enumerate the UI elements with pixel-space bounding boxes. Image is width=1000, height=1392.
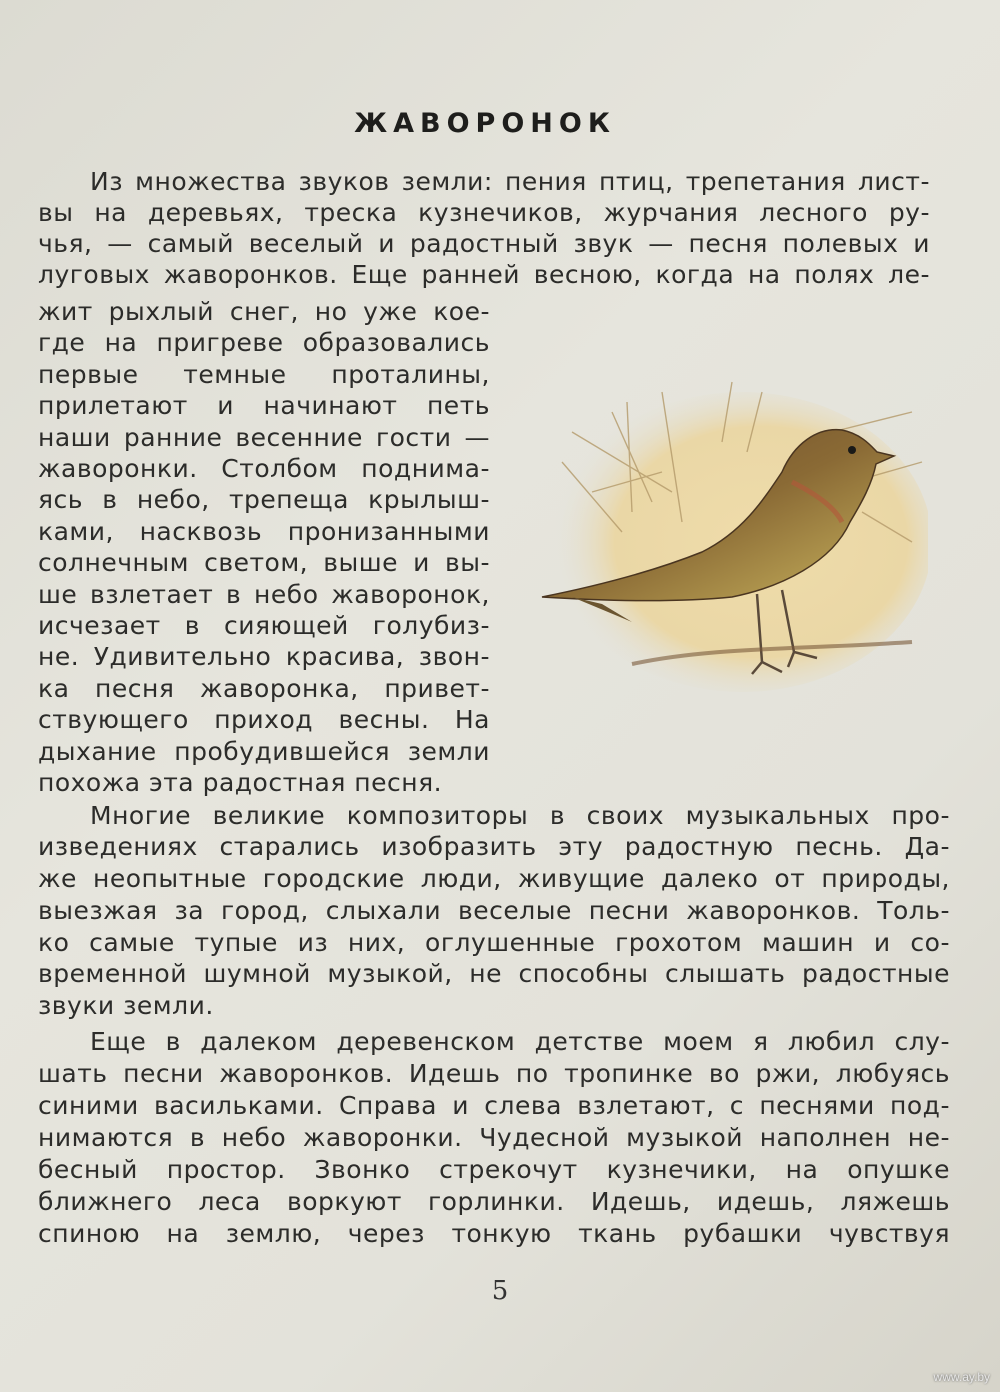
text-line: временной шумной музыкой, не способны слышать радостные [38,959,950,988]
text-line: прилетают и начинают петь [38,391,490,421]
text-line: Еще в далеком деревенском детстве моем я любил слу- [90,1027,950,1056]
text-line: шать песни жаворонков. Идешь по тропинке во ржи, любуясь [38,1059,950,1088]
text-line: Из множества звуков земли: пения птиц, трепетания лист- [90,167,930,196]
page-number: 5 [491,1276,509,1306]
lark-bird-icon [532,372,928,694]
text-line: наши ранние весенние гости — [38,422,490,452]
text-line: Многие великие композиторы в своих музыкальных про- [90,801,950,830]
text-line: ближнего леса воркуют горлинки. Идешь, идешь, ляжешь [38,1187,950,1216]
page-title: ЖАВОРОНОК [354,108,616,139]
text-line: синими васильками. Справа и слева взлетают, с песнями под- [38,1091,950,1120]
text-line: где на пригреве образовались [38,328,490,358]
text-line: же неопытные городские люди, живущие далеко от природы, [38,864,950,893]
text-line: вы на деревьях, треска кузнечиков, журчания лесного ру- [38,198,930,227]
text-line: не. Удивительно красива, звон- [38,642,490,672]
text-line: спиною на землю, через тонкую ткань рубашки чувствуя [38,1219,950,1248]
text-line: исчезает в сияющей голубиз- [38,611,490,640]
text-line: чья, — самый веселый и радостный звук — песня полевых и [38,229,930,258]
text-line: звуки земли. [38,991,214,1020]
text-line: жит рыхлый снег, но уже кое- [38,297,490,326]
text-line: похожа эта радостная песня. [38,768,443,797]
text-line: нимаются в небо жаворонки. Чудесной музыкой наполнен не- [38,1123,950,1152]
text-line: выезжая за город, слыхали веселые песни жаворонков. Толь- [38,896,950,925]
text-line: бесный простор. Звонко стрекочут кузнечики, на опушке [38,1155,950,1184]
text-line: ко самые тупые из них, оглушенные грохотом машин и со- [38,928,950,957]
text-line: ясь в небо, трепеща крылыш- [38,485,490,515]
text-line: первые темные проталины, [38,359,490,389]
text-line: ка песня жаворонка, привет- [38,673,490,703]
text-line: ками, насквозь пронизанными [38,516,490,546]
text-line: изведениях старались изобразить эту радостную песнь. Да- [38,832,950,861]
text-line: солнечным светом, выше и вы- [38,548,490,578]
text-line: ствующего приход весны. На [38,705,490,735]
text-line: луговых жаворонков. Еще ранней весною, когда на полях ле- [38,260,930,289]
text-line: ше взлетает в небо жаворонок, [38,579,490,609]
text-line: дыхание пробудившейся земли [38,736,490,766]
watermark: www.ay.by [933,1370,990,1384]
text-line: жаворонки. Столбом поднима- [38,454,490,483]
